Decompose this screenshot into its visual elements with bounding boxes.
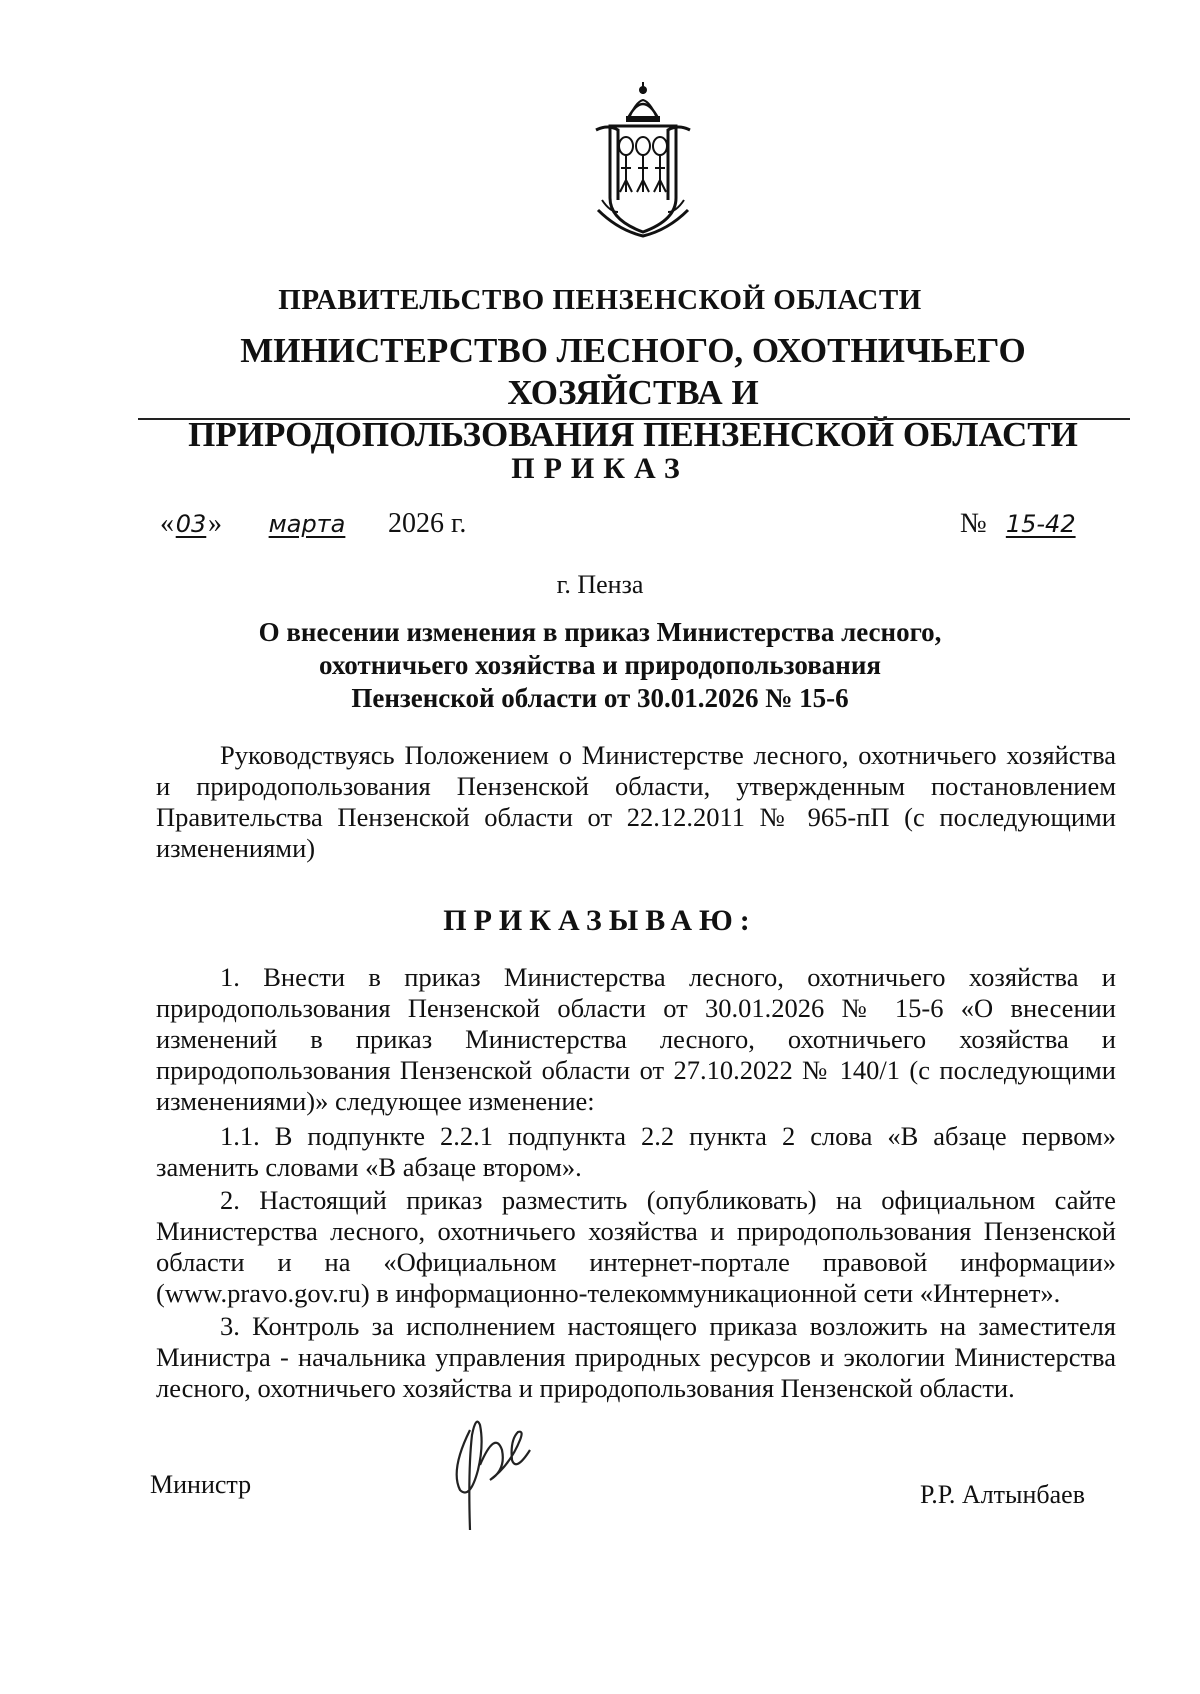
- date-year: 2026 г.: [388, 508, 467, 539]
- document-number: [960, 508, 1089, 540]
- order-heading: ПРИКАЗЫВАЮ:: [443, 904, 757, 937]
- order-item-3: 3. Контроль за исполнением настоящего приказа возложить на заместителя Министра - начальника управления природных ресурсов и экологии Министерства лесного, охотничьего хозяйства и природопользования Пензенской области.: [156, 1311, 1116, 1403]
- order-item-2: 2. Настоящий приказ разместить (опубликовать) на официальном сайте Министерства лесного, охотничьего хозяйства и природопользования Пензенской области и на «Официальном интернет-портале правовой информации» (www.pravo.gov.ru) в информационно-телекоммуникационной сети «Интернет».: [156, 1185, 1116, 1308]
- date-month: марта: [268, 510, 346, 538]
- date-close-quote: »: [208, 508, 222, 539]
- number-prefix: №: [960, 508, 987, 539]
- number-value: 15-42: [1005, 510, 1076, 538]
- date-day: 03: [175, 510, 207, 538]
- ministry-heading: [138, 330, 1128, 456]
- title-line-2: охотничьего хозяйства и природопользования: [319, 650, 881, 680]
- order-item-1: 1. Внести в приказ Министерства лесного, охотничьего хозяйства и природопользования Пензенской области от 30.01.2026 № 15-6 «О внесении изменений в приказ Министерства лесного, охотничьего хозяйства и природопользования Пензенской области от 27.10.2022 № 140/1 (с последующими изменениями)» следующее изменение:: [156, 962, 1116, 1116]
- document-type: ПРИКАЗ: [511, 452, 689, 485]
- government-heading: ПРАВИТЕЛЬСТВО ПЕНЗЕНСКОЙ ОБЛАСТИ: [278, 284, 922, 316]
- title-line-3: Пензенской области от 30.01.2026 № 15-6: [351, 683, 849, 713]
- coat-of-arms-icon: [588, 80, 698, 240]
- document-date: [160, 508, 466, 540]
- ministry-heading-line-1: МИНИСТЕРСТВО ЛЕСНОГО, ОХОТНИЧЬЕГО ХОЗЯЙСТВА И: [240, 331, 1026, 412]
- signatory-name: Р.Р. Алтынбаев: [920, 1480, 1086, 1509]
- order-item-1-1: 1.1. В подпункте 2.2.1 подпункта 2.2 пункта 2 слова «В абзаце первом» заменить словами «В абзаце втором».: [156, 1121, 1116, 1182]
- title-line-1: О внесении изменения в приказ Министерства лесного,: [258, 617, 942, 647]
- document-city: г. Пенза: [556, 570, 644, 599]
- date-open-quote: «: [160, 508, 174, 539]
- handwritten-signature-icon: [440, 1410, 550, 1540]
- ministry-heading-line-2: ПРИРОДОПОЛЬЗОВАНИЯ ПЕНЗЕНСКОЙ ОБЛАСТИ: [188, 415, 1078, 454]
- preamble-paragraph: Руководствуясь Положением о Министерстве лесного, охотничьего хозяйства и природопользования Пензенской области, утвержденным постановлением Правительства Пензенской области от 22.12.2011 № 965-пП (с последующими изменениями): [156, 740, 1116, 863]
- signatory-title: Министр: [150, 1470, 252, 1499]
- document-title: [0, 616, 1200, 715]
- header-divider: [138, 418, 1130, 420]
